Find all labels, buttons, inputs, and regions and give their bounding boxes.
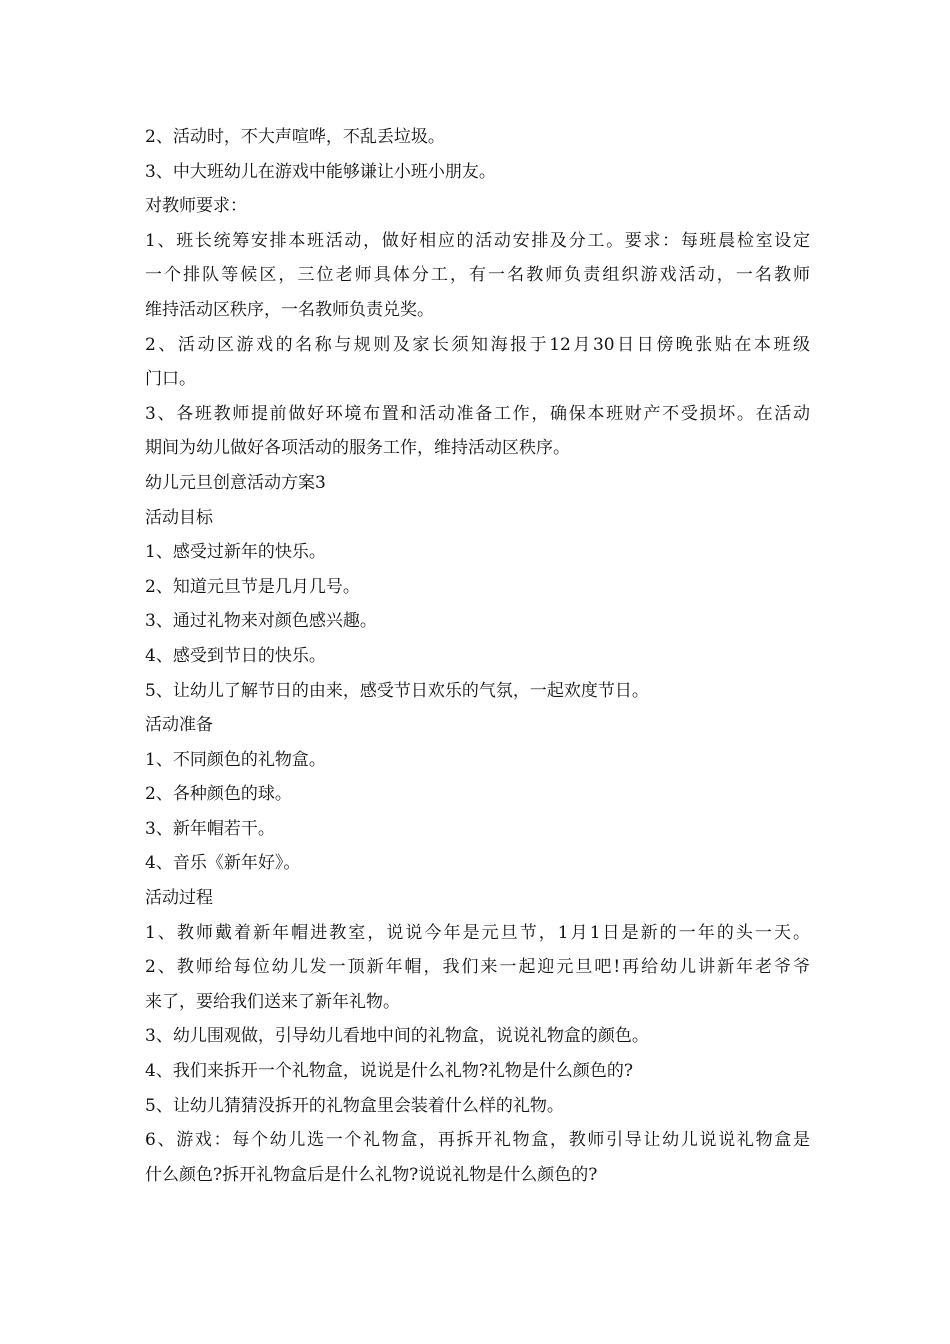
list-item: 6、游戏：每个幼儿选一个礼物盒，再拆开礼物盒，教师引导让幼儿说说礼物盒是 xyxy=(145,1130,810,1151)
section-heading: 活动准备 xyxy=(145,715,213,736)
text-line: 维持活动区秩序，一名教师负责兑奖。 xyxy=(145,299,434,320)
text-line: 1、班长统筹安排本班活动，做好相应的活动安排及分工。要求：每班晨检室设定 xyxy=(145,230,810,251)
text-line: 来了，要给我们送来了新年礼物。 xyxy=(145,991,400,1012)
text-line: 期间为幼儿做好各项活动的服务工作，维持活动区秩序。 xyxy=(145,438,570,459)
text-line: 什么颜色?拆开礼物盒后是什么礼物?说说礼物是什么颜色的? xyxy=(145,1164,598,1185)
text-line: 3、中大班幼儿在游戏中能够谦让小班小朋友。 xyxy=(145,161,496,182)
list-item: 4、我们来拆开一个礼物盒，说说是什么礼物?礼物是什么颜色的? xyxy=(145,1061,634,1082)
list-item: 3、通过礼物来对颜色感兴趣。 xyxy=(145,611,377,632)
section-heading: 活动目标 xyxy=(145,507,213,528)
list-item: 1、不同颜色的礼物盒。 xyxy=(145,749,326,770)
list-item: 4、感受到节日的快乐。 xyxy=(145,645,326,666)
list-item: 3、幼儿围观做，引导幼儿看地中间的礼物盒，说说礼物盒的颜色。 xyxy=(145,1026,649,1047)
list-item: 3、新年帽若干。 xyxy=(145,818,275,839)
document-body xyxy=(145,120,810,1192)
list-item: 2、教师给每位幼儿发一顶新年帽，我们来一起迎元旦吧!再给幼儿讲新年老爷爷 xyxy=(145,957,810,978)
text-line: 3、各班教师提前做好环境布置和活动准备工作，确保本班财产不受损坏。在活动 xyxy=(145,403,810,424)
section-heading: 对教师要求： xyxy=(145,196,247,217)
document-title: 幼儿元旦创意活动方案3 xyxy=(145,472,326,493)
text-line: 2、活动时，不大声喧哗，不乱丢垃圾。 xyxy=(145,127,445,147)
list-item: 1、教师戴着新年帽进教室，说说今年是元旦节，1月1日是新的一年的头一天。 xyxy=(145,922,810,943)
list-item: 4、音乐《新年好》。 xyxy=(145,853,301,874)
section-heading: 活动过程 xyxy=(145,888,213,909)
list-item: 1、感受过新年的快乐。 xyxy=(145,542,326,563)
list-item: 2、知道元旦节是几月几号。 xyxy=(145,576,360,597)
text-line: 2、活动区游戏的名称与规则及家长须知海报于12月30日日傍晚张贴在本班级 xyxy=(145,334,810,355)
text-line: 一个排队等候区，三位老师具体分工，有一名教师负责组织游戏活动，一名教师 xyxy=(145,265,810,286)
text-line: 门口。 xyxy=(145,369,196,390)
list-item: 5、让幼儿猜猜没拆开的礼物盒里会装着什么样的礼物。 xyxy=(145,1095,564,1116)
list-item: 2、各种颜色的球。 xyxy=(145,784,292,805)
list-item: 5、让幼儿了解节日的由来，感受节日欢乐的气氛，一起欢度节日。 xyxy=(145,680,649,701)
